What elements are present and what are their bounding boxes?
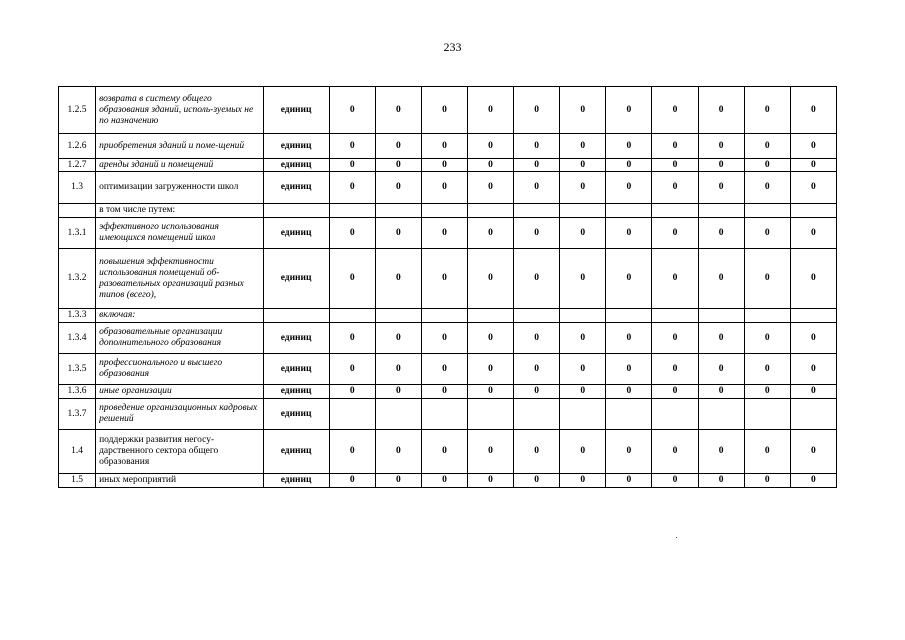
table-row [59, 385, 837, 399]
value-cell [329, 204, 375, 218]
value-cell: 0 [514, 323, 560, 354]
value-cell: 0 [329, 354, 375, 385]
value-cell [421, 204, 467, 218]
value-cell: 0 [606, 354, 652, 385]
table-row [59, 430, 837, 474]
row-number: 1.3.4 [59, 323, 96, 354]
value-cell: 0 [652, 159, 698, 172]
row-description: эффективного использования имеющихся помещений школ [96, 218, 263, 249]
value-cell: 0 [790, 430, 836, 474]
value-cell: 0 [421, 249, 467, 309]
value-cell: 0 [375, 249, 421, 309]
value-cell: 0 [468, 218, 514, 249]
value-cell: 0 [329, 385, 375, 399]
row-description: приобретения зданий и поме-щений [96, 134, 263, 159]
value-cell [652, 399, 698, 430]
value-cell [421, 309, 467, 323]
value-cell: 0 [606, 172, 652, 204]
value-cell: 0 [468, 159, 514, 172]
value-cell: 0 [514, 218, 560, 249]
value-cell: 0 [560, 474, 606, 488]
value-cell: 0 [560, 354, 606, 385]
row-number: 1.2.5 [59, 87, 96, 134]
value-cell: 0 [560, 159, 606, 172]
value-cell: 0 [606, 430, 652, 474]
value-cell: 0 [744, 159, 790, 172]
value-cell: 0 [790, 323, 836, 354]
value-cell: 0 [329, 159, 375, 172]
row-description: профессионального и высшего образования [96, 354, 263, 385]
row-unit: единиц [263, 474, 329, 488]
value-cell [560, 204, 606, 218]
value-cell [329, 399, 375, 430]
value-cell: 0 [468, 249, 514, 309]
row-description: включая: [96, 309, 263, 323]
row-number: 1.2.6 [59, 134, 96, 159]
value-cell: 0 [606, 323, 652, 354]
value-cell [698, 309, 744, 323]
value-cell: 0 [652, 354, 698, 385]
value-cell [744, 399, 790, 430]
value-cell: 0 [606, 249, 652, 309]
row-unit: единиц [263, 134, 329, 159]
row-number: 1.5 [59, 474, 96, 488]
value-cell: 0 [790, 134, 836, 159]
value-cell: 0 [560, 385, 606, 399]
value-cell: 0 [468, 354, 514, 385]
row-unit: единиц [263, 87, 329, 134]
value-cell [468, 399, 514, 430]
value-cell: 0 [375, 385, 421, 399]
value-cell: 0 [468, 134, 514, 159]
value-cell: 0 [421, 430, 467, 474]
row-description: образовательные организации дополнительного образования [96, 323, 263, 354]
value-cell [652, 204, 698, 218]
value-cell: 0 [652, 218, 698, 249]
value-cell: 0 [606, 134, 652, 159]
value-cell: 0 [698, 249, 744, 309]
value-cell: 0 [652, 474, 698, 488]
value-cell: 0 [790, 385, 836, 399]
value-cell: 0 [790, 474, 836, 488]
value-cell: 0 [790, 172, 836, 204]
value-cell: 0 [421, 323, 467, 354]
value-cell: 0 [468, 323, 514, 354]
value-cell: 0 [468, 474, 514, 488]
row-unit: единиц [263, 354, 329, 385]
value-cell: 0 [421, 159, 467, 172]
row-unit: единиц [263, 249, 329, 309]
value-cell: 0 [329, 87, 375, 134]
value-cell: 0 [790, 218, 836, 249]
value-cell: 0 [514, 249, 560, 309]
table-row [59, 249, 837, 309]
value-cell: 0 [421, 474, 467, 488]
value-cell: 0 [514, 172, 560, 204]
table-row [59, 323, 837, 354]
value-cell [698, 204, 744, 218]
value-cell: 0 [560, 87, 606, 134]
value-cell: 0 [514, 474, 560, 488]
value-cell: 0 [375, 172, 421, 204]
value-cell: 0 [375, 218, 421, 249]
value-cell: 0 [652, 385, 698, 399]
value-cell: 0 [698, 385, 744, 399]
value-cell: 0 [744, 172, 790, 204]
value-cell [652, 309, 698, 323]
row-description: оптимизации загруженности школ [96, 172, 263, 204]
value-cell: 0 [698, 323, 744, 354]
value-cell: 0 [606, 474, 652, 488]
table-row [59, 399, 837, 430]
value-cell [468, 204, 514, 218]
value-cell: 0 [652, 172, 698, 204]
value-cell: 0 [514, 159, 560, 172]
value-cell: 0 [790, 87, 836, 134]
value-cell: 0 [698, 474, 744, 488]
row-number [59, 204, 96, 218]
row-unit: единиц [263, 399, 329, 430]
value-cell: 0 [375, 354, 421, 385]
value-cell: 0 [514, 385, 560, 399]
value-cell: 0 [606, 87, 652, 134]
value-cell: 0 [698, 172, 744, 204]
value-cell: 0 [375, 430, 421, 474]
value-cell [329, 309, 375, 323]
value-cell [606, 204, 652, 218]
row-unit: единиц [263, 218, 329, 249]
value-cell: 0 [744, 134, 790, 159]
value-cell: 0 [514, 134, 560, 159]
value-cell: 0 [514, 430, 560, 474]
value-cell: 0 [560, 172, 606, 204]
value-cell [468, 309, 514, 323]
value-cell: 0 [652, 430, 698, 474]
value-cell [790, 399, 836, 430]
page-number: 233 [443, 40, 462, 54]
value-cell: 0 [744, 218, 790, 249]
value-cell: 0 [421, 354, 467, 385]
table-row [59, 218, 837, 249]
value-cell [606, 309, 652, 323]
value-cell: 0 [560, 430, 606, 474]
value-cell [514, 399, 560, 430]
value-cell [560, 309, 606, 323]
row-description: иные организации [96, 385, 263, 399]
value-cell: 0 [698, 218, 744, 249]
row-unit: единиц [263, 323, 329, 354]
value-cell: 0 [744, 385, 790, 399]
row-unit [263, 309, 329, 323]
value-cell: 0 [698, 87, 744, 134]
value-cell: 0 [468, 385, 514, 399]
row-number: 1.3.1 [59, 218, 96, 249]
table-row [59, 159, 837, 172]
value-cell: 0 [698, 159, 744, 172]
row-unit: единиц [263, 385, 329, 399]
value-cell [606, 399, 652, 430]
value-cell: 0 [468, 172, 514, 204]
value-cell [744, 309, 790, 323]
row-unit: единиц [263, 159, 329, 172]
value-cell: 0 [744, 430, 790, 474]
row-description: иных мероприятий [96, 474, 263, 488]
value-cell: 0 [329, 218, 375, 249]
value-cell: 0 [652, 134, 698, 159]
row-number: 1.3.3 [59, 309, 96, 323]
value-cell: 0 [790, 249, 836, 309]
value-cell [698, 399, 744, 430]
value-cell: 0 [744, 354, 790, 385]
value-cell: 0 [560, 134, 606, 159]
value-cell: 0 [698, 430, 744, 474]
value-cell: 0 [744, 474, 790, 488]
value-cell: 0 [329, 134, 375, 159]
scan-speck [676, 537, 677, 538]
row-number: 1.3.5 [59, 354, 96, 385]
table-body [59, 87, 837, 488]
value-cell: 0 [421, 385, 467, 399]
row-number: 1.3.2 [59, 249, 96, 309]
row-unit: единиц [263, 430, 329, 474]
value-cell: 0 [468, 87, 514, 134]
value-cell [560, 399, 606, 430]
data-table [58, 86, 837, 488]
table-row [59, 87, 837, 134]
value-cell: 0 [744, 249, 790, 309]
row-description: поддержки развития негосу-дарственного сектора общего образования [96, 430, 263, 474]
value-cell: 0 [421, 172, 467, 204]
row-number: 1.3 [59, 172, 96, 204]
value-cell: 0 [560, 218, 606, 249]
row-description: в том числе путем: [96, 204, 263, 218]
value-cell: 0 [514, 354, 560, 385]
value-cell: 0 [329, 430, 375, 474]
table-row [59, 309, 837, 323]
table-row [59, 354, 837, 385]
value-cell: 0 [652, 323, 698, 354]
row-description: проведение организационных кадровых решений [96, 399, 263, 430]
value-cell: 0 [698, 354, 744, 385]
value-cell: 0 [652, 87, 698, 134]
row-number: 1.4 [59, 430, 96, 474]
value-cell: 0 [421, 218, 467, 249]
value-cell [790, 309, 836, 323]
value-cell: 0 [790, 159, 836, 172]
table-row [59, 474, 837, 488]
table-row [59, 134, 837, 159]
value-cell: 0 [375, 134, 421, 159]
value-cell [514, 204, 560, 218]
value-cell [375, 309, 421, 323]
row-description: повышения эффективности использования помещений об-разовательных организаций разных типов (всего), [96, 249, 263, 309]
value-cell [375, 204, 421, 218]
value-cell: 0 [606, 159, 652, 172]
row-number: 1.3.6 [59, 385, 96, 399]
value-cell: 0 [329, 474, 375, 488]
value-cell: 0 [560, 323, 606, 354]
value-cell [421, 399, 467, 430]
value-cell: 0 [375, 159, 421, 172]
table-row [59, 172, 837, 204]
value-cell: 0 [560, 249, 606, 309]
value-cell: 0 [329, 172, 375, 204]
row-unit [263, 204, 329, 218]
row-description: возврата в систему общего образования зданий, исполь-зуемых не по назначению [96, 87, 263, 134]
row-number: 1.3.7 [59, 399, 96, 430]
table-row [59, 204, 837, 218]
value-cell: 0 [329, 249, 375, 309]
row-unit: единиц [263, 172, 329, 204]
value-cell [514, 309, 560, 323]
value-cell [375, 399, 421, 430]
value-cell: 0 [790, 354, 836, 385]
value-cell: 0 [744, 323, 790, 354]
value-cell: 0 [698, 134, 744, 159]
value-cell: 0 [468, 430, 514, 474]
value-cell: 0 [606, 385, 652, 399]
value-cell [790, 204, 836, 218]
value-cell: 0 [606, 218, 652, 249]
value-cell: 0 [375, 87, 421, 134]
value-cell: 0 [329, 323, 375, 354]
value-cell: 0 [375, 323, 421, 354]
value-cell [744, 204, 790, 218]
value-cell: 0 [744, 87, 790, 134]
value-cell: 0 [375, 474, 421, 488]
value-cell: 0 [421, 87, 467, 134]
value-cell: 0 [652, 249, 698, 309]
value-cell: 0 [514, 87, 560, 134]
row-description: аренды зданий и помещений [96, 159, 263, 172]
row-number: 1.2.7 [59, 159, 96, 172]
value-cell: 0 [421, 134, 467, 159]
